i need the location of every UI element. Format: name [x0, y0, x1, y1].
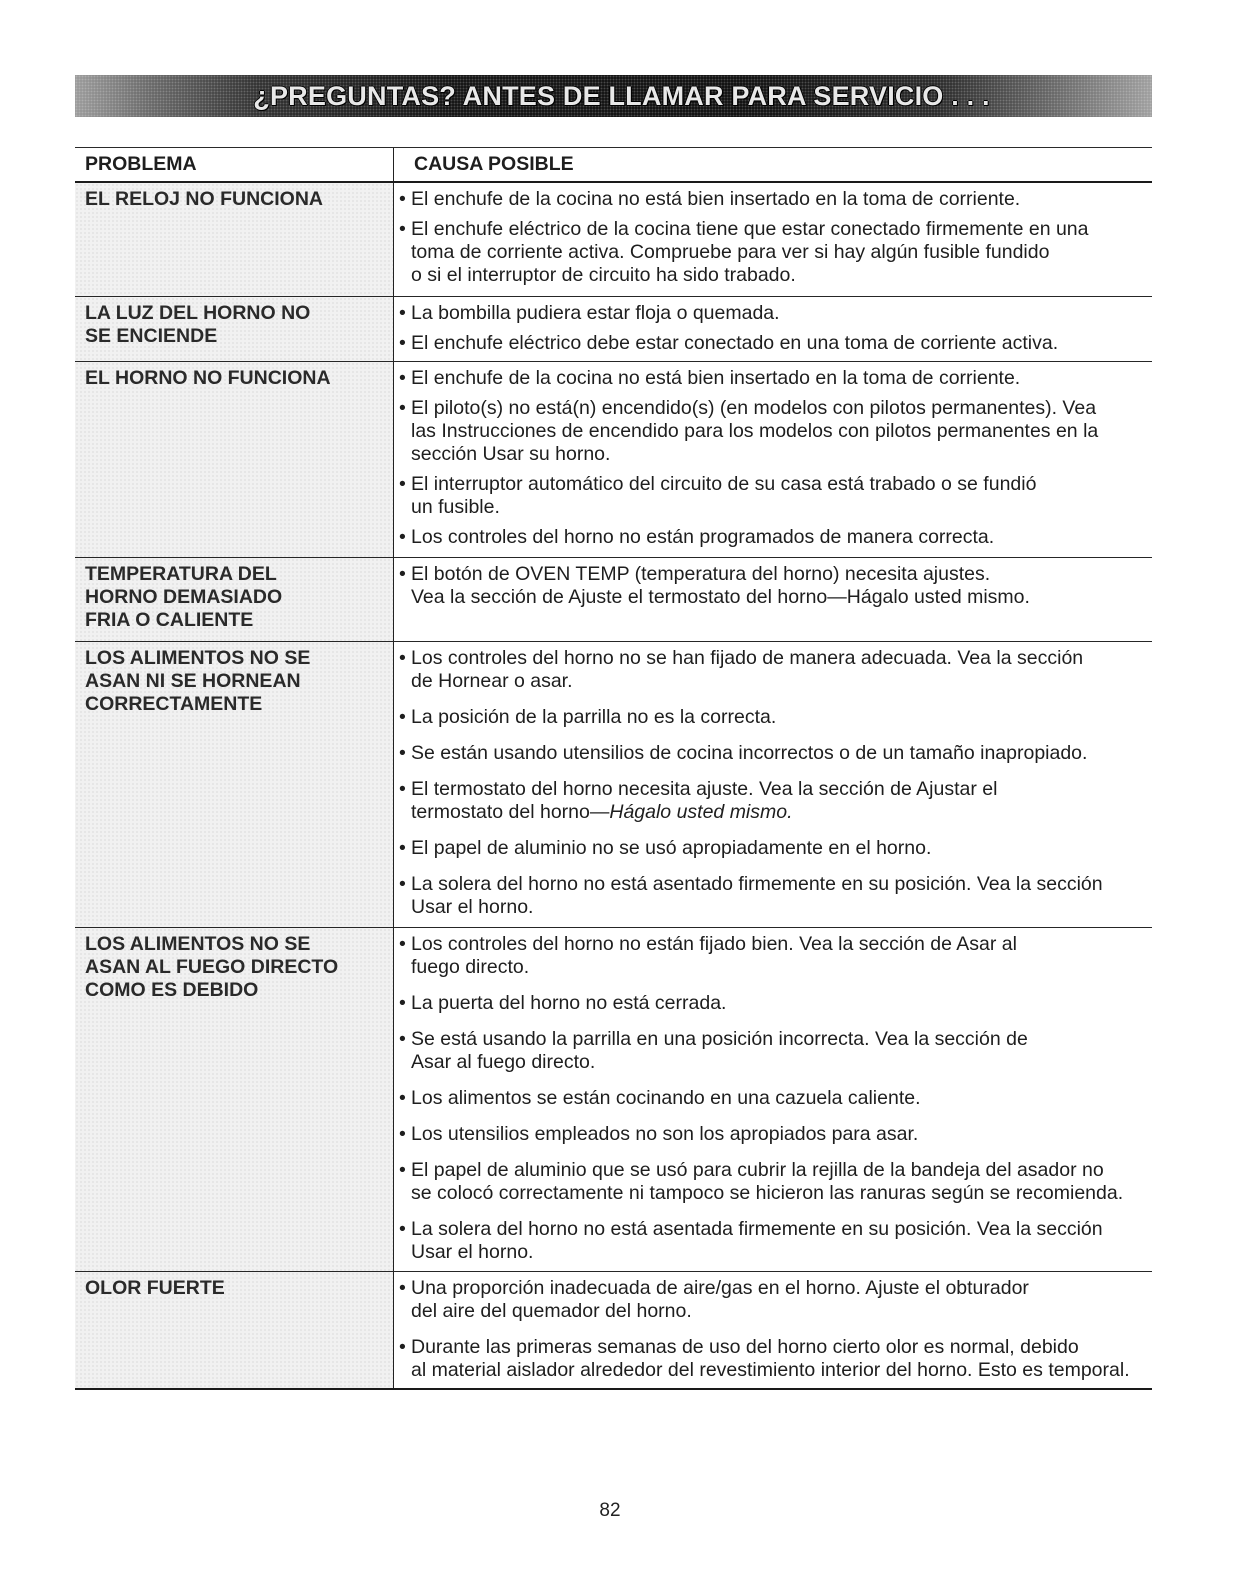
cause-item — [399, 873, 1152, 919]
cause-line: Usar el horno. — [411, 1241, 534, 1263]
problem-line: LOS ALIMENTOS NO SE — [85, 647, 311, 669]
cause-item — [399, 778, 1152, 824]
cause-item — [399, 1087, 1152, 1110]
cause-cell — [393, 642, 1152, 927]
cause-line: toma de corriente activa. Compruebe para ver si hay algún fusible fundido — [411, 241, 1050, 263]
problem-cell — [75, 642, 393, 927]
cause-line: El enchufe de la cocina no está bien insertado en la toma de corriente. — [411, 188, 1021, 210]
problem-line: SE ENCIENDE — [85, 325, 218, 347]
cause-line: El piloto(s) no está(n) encendido(s) (en modelos con pilotos permanentes). Vea — [411, 397, 1097, 419]
cause-line: Durante las primeras semanas de uso del horno cierto olor es normal, debido — [411, 1336, 1079, 1358]
cause-line: Los controles del horno no se han fijado de manera adecuada. Vea la sección — [411, 647, 1084, 669]
problem-line: TEMPERATURA DEL — [85, 563, 277, 585]
column-header-cause: CAUSA POSIBLE — [393, 148, 1152, 181]
bullet-marker: • — [399, 526, 406, 548]
bullet-marker: • — [399, 367, 406, 389]
cause-item — [399, 647, 1152, 693]
bullet-marker: • — [399, 992, 406, 1014]
cause-item — [399, 367, 1152, 390]
table-body — [75, 183, 1152, 1390]
cause-line: Los utensilios empleados no son los apropiados para asar. — [411, 1123, 919, 1145]
cause-line: Se están usando utensilios de cocina incorrectos o de un tamaño inapropiado. — [411, 742, 1088, 764]
table-header-row — [75, 148, 1152, 183]
cause-item — [399, 1028, 1152, 1074]
bullet-marker: • — [399, 1028, 406, 1050]
problem-line: CORRECTAMENTE — [85, 693, 263, 715]
bullet-marker: • — [399, 647, 406, 669]
cause-line: El enchufe eléctrico debe estar conectado en una toma de corriente activa. — [411, 332, 1059, 354]
cause-item — [399, 1159, 1152, 1205]
cause-line: El botón de OVEN TEMP (temperatura del horno) necesita ajustes. — [411, 563, 991, 585]
table-row — [75, 558, 1152, 642]
cause-line: al material aislador alrededor del revestimiento interior del horno. Esto es temporal. — [411, 1359, 1130, 1381]
cause-line: El papel de aluminio que se usó para cubrir la rejilla de la bandeja del asador no — [411, 1159, 1104, 1181]
bullet-marker: • — [399, 397, 406, 419]
cause-line: Asar al fuego directo. — [411, 1051, 596, 1073]
table-row — [75, 642, 1152, 928]
problem-line: ASAN NI SE HORNEAN — [85, 670, 301, 692]
cause-text: termostato del horno— — [411, 801, 610, 823]
cause-item — [399, 526, 1152, 549]
cause-cell — [393, 362, 1152, 557]
cause-item — [399, 397, 1152, 466]
cause-line: El enchufe eléctrico de la cocina tiene que estar conectado firmemente en una — [411, 218, 1089, 240]
bullet-marker: • — [399, 188, 406, 210]
cause-item — [399, 992, 1152, 1015]
cause-line: Vea la sección de Ajuste el termostato del horno—Hágalo usted mismo. — [411, 586, 1030, 608]
cause-item — [399, 1123, 1152, 1146]
troubleshooting-table — [75, 147, 1152, 1390]
cause-line: El enchufe de la cocina no está bien insertado en la toma de corriente. — [411, 367, 1021, 389]
cause-line: Los controles del horno no están programados de manera correcta. — [411, 526, 995, 548]
bullet-marker: • — [399, 1336, 406, 1358]
cause-line: El termostato del horno necesita ajuste. Vea la sección de Ajustar el — [411, 778, 998, 800]
bullet-marker: • — [399, 873, 406, 895]
cause-line: Una proporción inadecuada de aire/gas en el horno. Ajuste el obturador — [411, 1277, 1029, 1299]
problem-line: COMO ES DEBIDO — [85, 979, 259, 1001]
problem-line: OLOR FUERTE — [85, 1277, 225, 1299]
problem-line: LA LUZ DEL HORNO NO — [85, 302, 311, 324]
problem-line: FRIA O CALIENTE — [85, 609, 254, 631]
bullet-marker: • — [399, 332, 406, 354]
table-row — [75, 183, 1152, 297]
cause-cell — [393, 183, 1152, 296]
banner-title: ¿PREGUNTAS? ANTES DE LLAMAR PARA SERVICIO . . . — [253, 80, 990, 111]
problem-line: EL HORNO NO FUNCIONA — [85, 367, 331, 389]
bullet-marker: • — [399, 933, 406, 955]
cause-item — [399, 332, 1152, 355]
problem-line: LOS ALIMENTOS NO SE — [85, 933, 311, 955]
cause-line: las Instrucciones de encendido para los modelos con pilotos permanentes en la — [411, 420, 1099, 442]
bullet-marker: • — [399, 302, 406, 324]
cause-line: fuego directo. — [411, 956, 530, 978]
cause-item — [399, 473, 1152, 519]
cause-line: de Hornear o asar. — [411, 670, 573, 692]
bullet-marker: • — [399, 742, 406, 764]
table-row — [75, 362, 1152, 558]
problem-cell — [75, 558, 393, 641]
table-row — [75, 297, 1152, 362]
cause-item — [399, 742, 1152, 765]
cause-item — [399, 563, 1152, 609]
cause-line: Los controles del horno no están fijado bien. Vea la sección de Asar al — [411, 933, 1017, 955]
cause-item — [399, 302, 1152, 325]
problem-line: HORNO DEMASIADO — [85, 586, 283, 608]
bullet-marker: • — [399, 473, 406, 495]
bullet-marker: • — [399, 563, 406, 585]
bullet-marker: • — [399, 1218, 406, 1240]
cause-item — [399, 1218, 1152, 1264]
cause-item — [399, 933, 1152, 979]
cause-line: La solera del horno no está asentado firmemente en su posición. Vea la sección — [411, 873, 1103, 895]
bullet-marker: • — [399, 218, 406, 240]
bullet-marker: • — [399, 706, 406, 728]
column-header-problem: PROBLEMA — [85, 153, 197, 175]
problem-line: EL RELOJ NO FUNCIONA — [85, 188, 323, 210]
cause-line: El papel de aluminio no se usó apropiadamente en el horno. — [411, 837, 932, 859]
bullet-marker: • — [399, 1159, 406, 1181]
problem-line: ASAN AL FUEGO DIRECTO — [85, 956, 339, 978]
bullet-marker: • — [399, 1123, 406, 1145]
cause-line: del aire del quemador del horno. — [411, 1300, 692, 1322]
cause-cell — [393, 558, 1152, 641]
table-row — [75, 1272, 1152, 1390]
cause-line: La solera del horno no está asentada firmemente en su posición. Vea la sección — [411, 1218, 1103, 1240]
table-row — [75, 928, 1152, 1272]
problem-cell — [75, 1272, 393, 1388]
cause-item — [399, 188, 1152, 211]
cause-cell — [393, 1272, 1152, 1388]
cause-line: o si el interruptor de circuito ha sido trabado. — [411, 264, 796, 286]
cause-line: un fusible. — [411, 496, 500, 518]
cause-item — [399, 1336, 1152, 1382]
cause-line: La posición de la parrilla no es la correcta. — [411, 706, 777, 728]
cause-line: El interruptor automático del circuito de su casa está trabado o se fundió — [411, 473, 1037, 495]
cause-item — [399, 706, 1152, 729]
cause-cell — [393, 928, 1152, 1271]
cause-line: se colocó correctamente ni tampoco se hicieron las ranuras según se recomienda. — [411, 1182, 1124, 1204]
cause-item — [399, 218, 1152, 287]
bullet-marker: • — [399, 778, 406, 800]
cause-item — [399, 1277, 1152, 1323]
problem-cell — [75, 362, 393, 557]
cause-line: La puerta del horno no está cerrada. — [411, 992, 727, 1014]
cause-line: sección Usar su horno. — [411, 443, 611, 465]
problem-cell — [75, 183, 393, 296]
page-number: 82 — [599, 1500, 621, 1521]
cause-emphasis: Hágalo usted mismo. — [609, 801, 793, 823]
bullet-marker: • — [399, 1087, 406, 1109]
cause-line — [411, 801, 1152, 824]
bullet-marker: • — [399, 837, 406, 859]
cause-line: La bombilla pudiera estar floja o quemada. — [411, 302, 780, 324]
problem-cell — [75, 297, 393, 361]
problem-cell — [75, 928, 393, 1271]
cause-line: Usar el horno. — [411, 896, 534, 918]
cause-item — [399, 837, 1152, 860]
section-banner — [75, 75, 1152, 117]
bullet-marker: • — [399, 1277, 406, 1299]
cause-cell — [393, 297, 1152, 361]
cause-line: Los alimentos se están cocinando en una cazuela caliente. — [411, 1087, 921, 1109]
cause-line: Se está usando la parrilla en una posición incorrecta. Vea la sección de — [411, 1028, 1028, 1050]
